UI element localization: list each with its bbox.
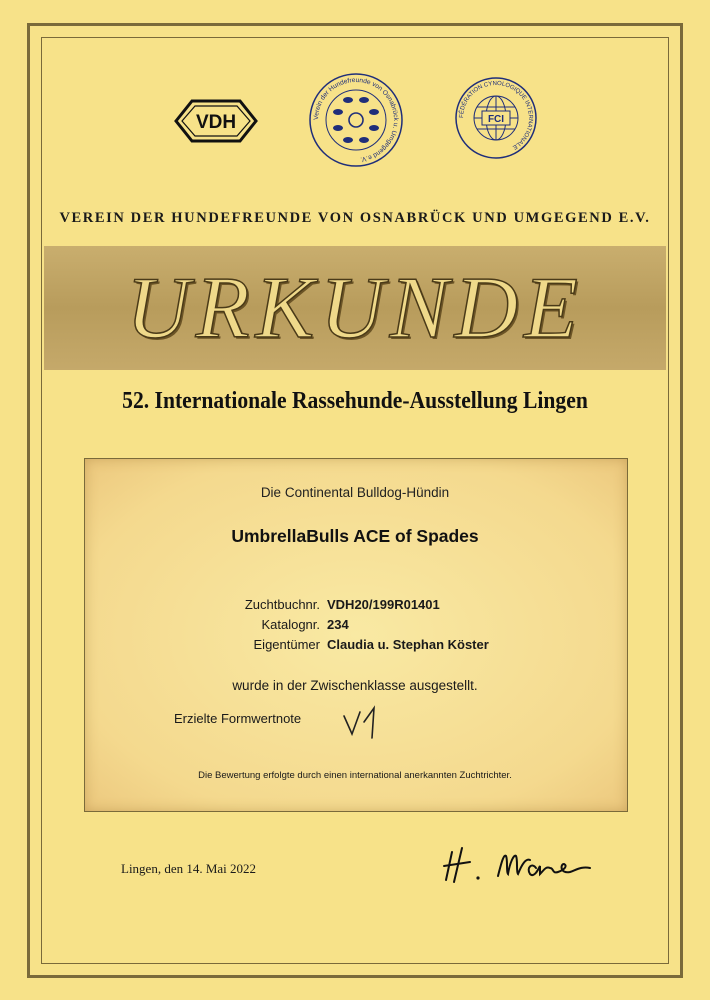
dog-name: UmbrellaBulls ACE of Spades	[231, 526, 479, 546]
detail-row-zuchtbuchnr	[0, 597, 710, 617]
judge-note: Die Bewertung erfolgte durch einen international anerkannten Zuchtrichter.	[198, 770, 512, 781]
wheel-icon	[349, 113, 363, 127]
fci-logo-text: FCI	[487, 114, 505, 125]
vdh-logo-text: VDH	[195, 112, 237, 133]
event-title: 52. Internationale Rassehunde-Ausstellung Lingen	[122, 388, 588, 414]
grade-value-handwritten	[338, 702, 388, 742]
organization-name: VEREIN DER HUNDEFREUNDE VON OSNABRÜCK UND UMGEGEND E.V.	[59, 210, 651, 226]
detail-row-eigentuemer	[0, 637, 710, 657]
logo-row	[0, 72, 710, 182]
detail-value: Claudia u. Stephan Köster	[327, 637, 489, 652]
dog-silhouette-icons	[333, 97, 379, 143]
fci-logo	[454, 76, 538, 160]
vdh-logo	[170, 97, 262, 145]
judge-signature	[440, 840, 610, 890]
breed-line: Die Continental Bulldog-Hündin	[260, 485, 450, 500]
club-seal-logo	[308, 72, 404, 168]
class-line: wurde in der Zwischenklasse ausgestellt.	[232, 678, 478, 693]
place-date: Lingen, den 14. Mai 2022	[121, 861, 257, 876]
detail-label: Katalognr.	[261, 617, 320, 632]
detail-row-katalognr	[0, 617, 710, 637]
detail-value: 234	[327, 617, 349, 632]
fci-ring-text: FÉDÉRATION CYNOLOGIQUE INTERNATIONALE	[458, 80, 534, 151]
seal-ring-text: Verein der Hundefreunde von Osnabrück u. Umgegend e.V.	[312, 76, 400, 163]
certificate-title: URKUNDE	[126, 259, 584, 357]
detail-label: Zuchtbuchnr.	[244, 597, 320, 612]
detail-label: Eigentümer	[253, 637, 320, 652]
detail-value: VDH20/199R01401	[327, 597, 440, 612]
grade-label: Erzielte Formwertnote	[174, 711, 302, 726]
